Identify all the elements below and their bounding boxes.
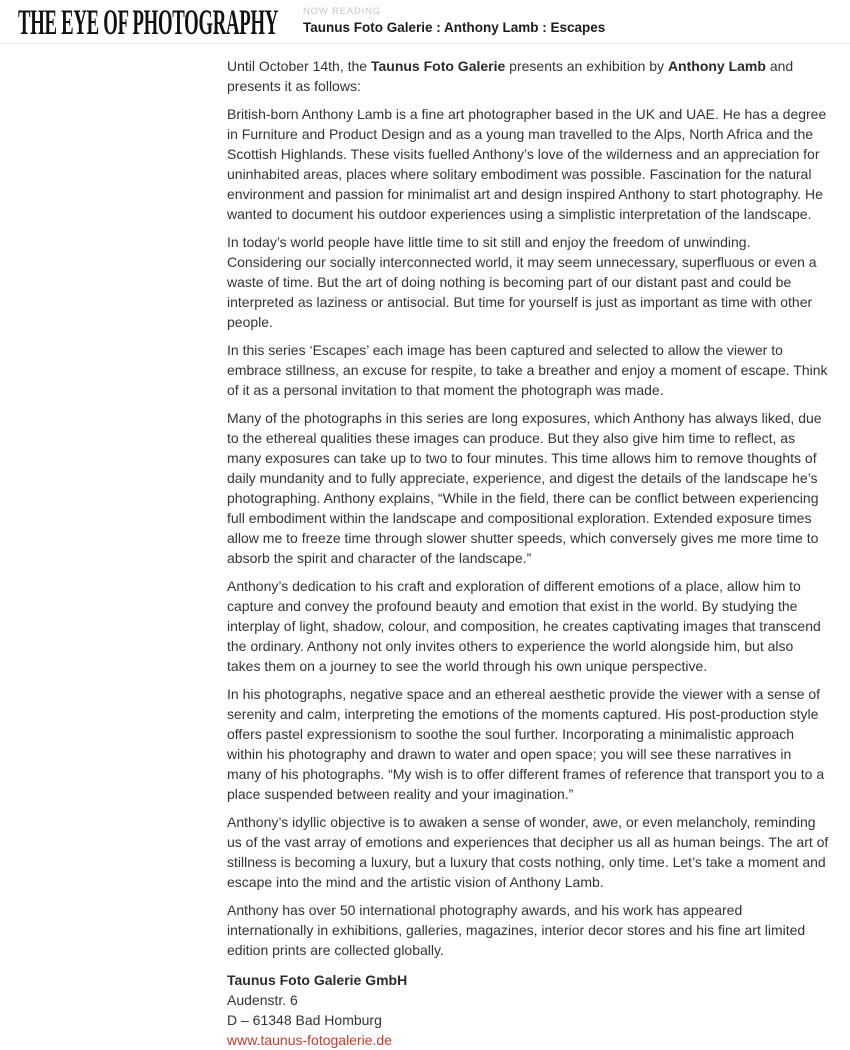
text: presents an exhibition by [505, 58, 668, 74]
gallery-info [227, 970, 829, 1050]
site-header [0, 0, 850, 44]
article-paragraph [227, 684, 829, 804]
text: and presents it as follows: [227, 58, 794, 94]
site-logo[interactable]: THE EYE OF PHOTOGRAPHY [18, 2, 279, 42]
bold-text: Anthony Lamb [667, 58, 766, 74]
article-body [227, 44, 829, 960]
gallery-name: Taunus Foto Galerie GmbH [227, 972, 408, 988]
gallery-address-street: Audenstr. 6 [227, 992, 298, 1008]
article-paragraph [227, 340, 829, 400]
article-paragraph [227, 812, 829, 892]
text: Anthony has over 50 international photography awards, and his work has appeared internationally in exhibitions, galleries, magazines, interior decor stores and his fine art limited edition prints are collected globally. [227, 902, 806, 958]
text: British-born Anthony Lamb is a fine art photographer based in the UK and UAE. He has a degree in Furniture and Product Design and as a young man travelled to the Alps, North Africa and the Scottish Highlands. These visits fuelled Anthony’s love of the wilderness and an appreciation for uninhabited areas, places where solitary embodiment was possible. Fascination for the natural environment and passion for minimalist art and design inspired Anthony to start photography. He wanted to document his outdoor experiences using a simplistic interpretation of the landscape. [227, 106, 827, 222]
now-reading-title: Taunus Foto Galerie : Anthony Lamb : Escapes [303, 20, 606, 35]
article-page [0, 44, 850, 1050]
article-paragraph [227, 900, 829, 960]
article-paragraph [227, 576, 829, 676]
text: Anthony’s dedication to his craft and exploration of different emotions of a place, allow him to capture and convey the profound beauty and emotion that exist in the world. By studying the interplay of light, shadow, colour, and composition, he creates captivating images that transcend the ordinary. Anthony not only invites others to experience the world alongside him, but also takes them on a journey to see the world through his own unique perspective. [227, 578, 821, 674]
bold-text: Taunus Foto Galerie [370, 58, 506, 74]
article-paragraph [227, 104, 829, 224]
text: Until October 14th, the [227, 58, 371, 74]
article-paragraph [227, 232, 829, 332]
now-reading-label: NOW READING [303, 6, 381, 17]
article-paragraph [227, 408, 829, 568]
article-paragraph [227, 56, 829, 96]
text: Many of the photographs in this series are long exposures, which Anthony has always liked, due to the ethereal qualities these images can produce. But they also give him time to reflect, as many exposures can take up to two to four minutes. This time allows him to remove thoughts of daily mundanity and to fully appreciate, experience, and digest the details of the landscape he’s photographing. Anthony explains, “While in the field, there can be conflict between experiencing full embodiment within the landscape and compositional exploration. Extended exposure times allow me to freeze time through slower shutter speeds, which conversely gives me more time to absorb the spirit and character of the landscape.” [227, 410, 822, 566]
now-reading [303, 6, 605, 35]
text: In today’s world people have little time to sit still and enjoy the freedom of unwinding. Considering our socially interconnected world, it may seem unnecessary, superfluous or even a waste of time. But the art of doing nothing is becoming part of our distant past and could be interpreted as laziness or antisocial. But time for yourself is just as important as time with other people. [227, 234, 817, 330]
text: Anthony’s idyllic objective is to awaken a sense of wonder, awe, or even melancholy, reminding us of the vast array of emotions and experiences that decipher us all as human beings. The art of stillness is becoming a luxury, but a luxury that costs nothing, only time. Let’s take a moment and escape into the mind and the artistic vision of Anthony Lamb. [227, 814, 829, 890]
text: In his photographs, negative space and an ethereal aesthetic provide the viewer with a sense of serenity and calm, interpreting the emotions of the moments captured. His post-production style offers pastel expressionism to soothe the soul further. Incorporating a minimalistic approach within his photography and drawn to water and open space; you will see these narratives in many of his photographs. “My wish is to offer different frames of reference that transport you to a place suspended between reality and your imagination.” [227, 686, 825, 802]
text: In this series ‘Escapes’ each image has been captured and selected to allow the viewer to embrace stillness, an excuse for respite, to take a breather and enjoy a moment of escape. Think of it as a personal invitation to that moment the photograph was made. [227, 342, 828, 398]
gallery-website-link[interactable]: www.taunus-fotogalerie.de [227, 1032, 392, 1048]
gallery-address-city: D – 61348 Bad Homburg [227, 1012, 382, 1028]
